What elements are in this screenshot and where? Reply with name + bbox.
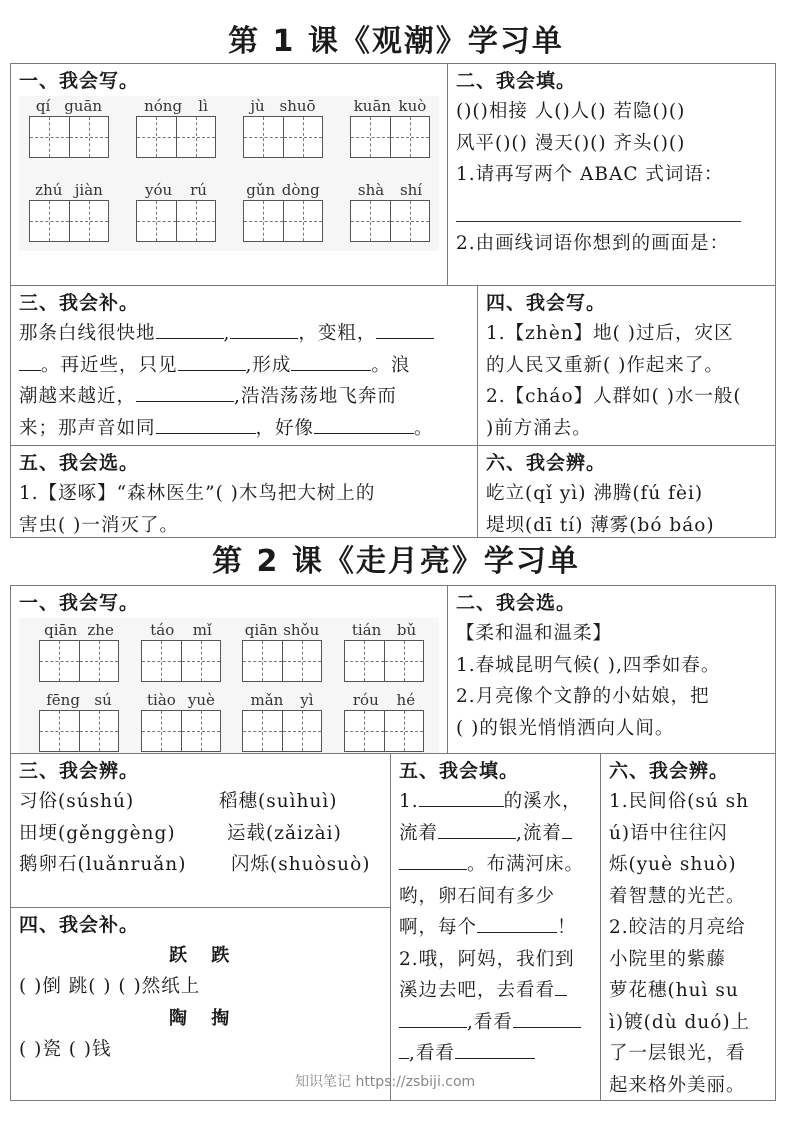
writing-box[interactable] <box>137 201 177 241</box>
pinyin: mǎn <box>250 691 284 709</box>
text: 潮越来越近， <box>19 386 137 407</box>
question-line: )前方涌去。 <box>486 417 592 439</box>
pinyin-word-box[interactable] <box>39 620 119 682</box>
pinyin: bǔ <box>396 621 417 639</box>
passage-line <box>399 786 592 818</box>
pinyin: jù <box>250 97 265 115</box>
pinyin: shuō <box>279 97 316 115</box>
l2-section-choose <box>447 585 776 754</box>
question-line: 1.春城昆明气候( ),四季如春。 <box>456 654 721 676</box>
lesson2-title: 第 2 课《走月亮》学习单 <box>212 544 580 579</box>
answer-blank[interactable] <box>513 1009 581 1028</box>
section-heading: 一、我会写。 <box>19 70 140 92</box>
answer-blank[interactable] <box>456 195 741 222</box>
text: 。浪 <box>371 354 411 376</box>
pinyin: shǒu <box>283 621 320 639</box>
pinyin: yóu <box>144 181 173 199</box>
pinyin: shí <box>399 181 423 199</box>
text: 。 <box>414 417 434 439</box>
text: 。再近些，只见 <box>41 354 178 376</box>
writing-box[interactable] <box>30 117 70 157</box>
section-heading: 五、我会选。 <box>19 452 140 474</box>
passage-line <box>399 849 592 881</box>
pinyin-word-box[interactable] <box>29 96 109 158</box>
pinyin: tiào <box>147 691 176 709</box>
question-line: 1.【zhèn】地( )过后，灾区 <box>486 323 734 344</box>
pinyin-choice-line: 屹立(qǐ yì) 沸腾(fú fèi) <box>486 483 704 504</box>
text: ,看看 <box>409 1043 455 1064</box>
passage-line: 起来格外美丽。 <box>609 1074 746 1096</box>
answer-blank[interactable] <box>399 1009 467 1028</box>
pinyin-choice-row <box>19 786 382 818</box>
pinyin-choice: 习俗(súshú) <box>19 791 135 812</box>
answer-blank[interactable] <box>438 820 516 839</box>
passage-line: 2.皎洁的月亮给 <box>609 917 746 938</box>
text: ,浩浩荡荡地飞奔而 <box>234 386 397 407</box>
writing-box[interactable] <box>345 641 385 681</box>
passage-line <box>19 381 469 413</box>
text: 。布满河床。 <box>467 854 585 875</box>
pinyin-choice-row <box>19 818 382 850</box>
writing-box[interactable] <box>142 711 182 751</box>
writing-box[interactable] <box>244 201 284 241</box>
char-pair: 跃 跌 <box>169 945 230 966</box>
pinyin-word-box[interactable] <box>29 180 109 242</box>
word-options: 【柔和温和温柔】 <box>456 623 613 644</box>
l1-section-distinguish <box>477 445 776 538</box>
writing-box[interactable] <box>283 641 322 681</box>
answer-blank[interactable] <box>555 977 567 996</box>
answer-blank[interactable] <box>562 820 572 839</box>
passage-line <box>399 975 592 1007</box>
pinyin-word-box[interactable] <box>242 620 322 682</box>
pinyin: nóng <box>144 97 183 115</box>
passage-line: 1.民间俗(sú sh <box>609 791 750 812</box>
answer-blank[interactable] <box>156 415 256 434</box>
pinyin-word-box[interactable] <box>344 620 424 682</box>
text: ，好像 <box>255 417 315 439</box>
writing-box[interactable] <box>385 641 424 681</box>
passage-line: 2.哦，阿妈，我们到 <box>399 948 575 970</box>
pinyin: jiàn <box>74 181 103 199</box>
answer-blank[interactable] <box>376 320 434 339</box>
l1-section-write-2 <box>477 285 776 446</box>
text: ！ <box>557 917 577 938</box>
pinyin: guān <box>64 97 103 115</box>
l1-section-complete <box>10 285 478 446</box>
pinyin: gǔn <box>246 181 276 199</box>
text: 来；那声音如同 <box>19 417 156 439</box>
pinyin-word-box[interactable] <box>350 96 430 158</box>
pinyin: lì <box>198 97 208 115</box>
passage-line: ú)语中往往闪 <box>609 822 728 844</box>
l1-section-fill <box>447 63 776 286</box>
section-heading: 二、我会填。 <box>456 70 577 92</box>
pinyin: zhe <box>87 621 114 639</box>
pinyin-word-box[interactable] <box>136 96 216 158</box>
pinyin-choice: 闪烁(shuòsuò) <box>231 854 371 875</box>
writing-box[interactable] <box>391 117 430 157</box>
passage-line <box>19 350 469 382</box>
pinyin: dòng <box>281 181 320 199</box>
pinyin-word-box[interactable] <box>141 690 221 752</box>
passage-line: 了一层银光，看 <box>609 1043 746 1064</box>
section-heading: 六、我会辨。 <box>609 760 730 782</box>
text: ,看看 <box>467 1011 513 1033</box>
section-heading: 一、我会写。 <box>19 592 140 614</box>
pinyin-grid <box>19 618 439 753</box>
writing-box[interactable] <box>345 711 385 751</box>
writing-box[interactable] <box>177 117 216 157</box>
writing-box[interactable] <box>243 711 283 751</box>
text: 的溪水， <box>503 791 582 812</box>
watermark: 知识笔记 https://zsbiji.com <box>295 1074 476 1090</box>
answer-blank[interactable] <box>314 415 414 434</box>
question-line: 的人民又重新( )作起来了。 <box>486 354 724 376</box>
question-line: 1.【逐啄】“森林医生”( )木鸟把大树上的 <box>19 483 376 504</box>
text: 流着 <box>399 822 439 844</box>
text: 啊，每个 <box>399 917 478 938</box>
writing-box[interactable] <box>351 201 391 241</box>
section-heading: 六、我会辨。 <box>486 452 607 474</box>
question: 1.请再写两个 ABAC 式词语： <box>456 164 724 185</box>
pinyin-word-box[interactable] <box>136 180 216 242</box>
pinyin: táo <box>150 621 175 639</box>
pinyin: mǐ <box>192 621 212 639</box>
question: 2.由画线词语你想到的画面是： <box>456 232 730 254</box>
passage-line: 哟，卵石间有多少 <box>399 885 556 907</box>
writing-box[interactable] <box>30 201 70 241</box>
answer-blank[interactable] <box>178 352 246 371</box>
char-pair: 陶 掏 <box>169 1007 230 1029</box>
pinyin: rú <box>190 181 207 199</box>
section-heading: 四、我会补。 <box>19 914 140 936</box>
answer-blank[interactable] <box>419 788 504 807</box>
pinyin: róu <box>352 691 379 709</box>
answer-blank[interactable] <box>399 851 467 870</box>
writing-box[interactable] <box>40 711 80 751</box>
section-heading: 四、我会写。 <box>486 292 607 314</box>
writing-box[interactable] <box>243 641 283 681</box>
answer-blank[interactable] <box>456 259 754 286</box>
l1-section-choose <box>10 445 478 538</box>
idiom-line: 风平()() 漫天()() 齐头()() <box>456 132 686 154</box>
writing-box[interactable] <box>80 711 119 751</box>
passage-line: 萝花穗(huì su <box>609 980 739 1001</box>
passage-line <box>399 818 592 850</box>
section-heading: 三、我会补。 <box>19 292 140 314</box>
passage-line: 那条白线很快地 , ，变粗， <box>19 318 469 350</box>
answer-blank[interactable] <box>136 383 234 402</box>
question-line: 2.月亮像个文静的小姑娘，把 <box>456 686 710 707</box>
passage-line: 着智慧的光芒。 <box>609 885 746 907</box>
text: ,形成 <box>245 354 292 376</box>
pinyin: zhú <box>35 181 63 199</box>
pinyin: kuò <box>398 97 427 115</box>
pinyin-word-box[interactable] <box>141 620 221 682</box>
l1-section-write <box>10 63 448 286</box>
pinyin: tián <box>351 621 382 639</box>
question-line: ( )倒 跳( ) ( )然纸上 <box>19 976 201 997</box>
pinyin-choice: 稻穗(suìhuì) <box>219 791 338 812</box>
pinyin-word-box[interactable] <box>243 96 323 158</box>
writing-box[interactable] <box>80 641 119 681</box>
passage-line <box>399 912 592 944</box>
writing-box[interactable] <box>182 711 221 751</box>
writing-box[interactable] <box>40 641 80 681</box>
question-line: 2.【cháo】人群如( )水一般( <box>486 386 742 407</box>
section-heading: 三、我会辨。 <box>19 760 140 782</box>
writing-box[interactable] <box>351 117 391 157</box>
passage-line: ì)镀(dù duó)上 <box>609 1011 751 1033</box>
pinyin-choice-row <box>19 849 382 881</box>
answer-blank[interactable] <box>455 1040 535 1059</box>
l2-section-write <box>10 585 448 754</box>
idiom-line: ()()相接 人()人() 若隐()() <box>456 101 686 122</box>
writing-box[interactable] <box>177 201 216 241</box>
pinyin-choice: 运载(zǎizài) <box>227 822 342 844</box>
question-line: ( )瓷 ( )钱 <box>19 1038 112 1060</box>
section-heading: 五、我会填。 <box>399 760 520 782</box>
pinyin: qí <box>35 97 51 115</box>
writing-box[interactable] <box>70 117 109 157</box>
lesson1-title: 第 1 课《观潮》学习单 <box>228 24 564 59</box>
pinyin-word-box[interactable] <box>344 690 424 752</box>
pinyin: shà <box>357 181 385 199</box>
answer-blank[interactable] <box>477 914 557 933</box>
writing-box[interactable] <box>284 201 323 241</box>
writing-box[interactable] <box>244 117 284 157</box>
pinyin: yì <box>300 691 314 709</box>
writing-box[interactable] <box>70 201 109 241</box>
l2-section-fill <box>390 753 601 1101</box>
pinyin: sú <box>94 691 112 709</box>
writing-box[interactable] <box>283 711 322 751</box>
answer-blank[interactable] <box>230 320 298 339</box>
writing-box[interactable] <box>391 201 430 241</box>
section-heading: 二、我会选。 <box>456 592 577 614</box>
pinyin-choice-line: 堤坝(dī tí) 薄雾(bó báo) <box>486 514 715 536</box>
writing-box[interactable] <box>182 641 221 681</box>
pinyin-word-box[interactable] <box>243 180 323 242</box>
writing-box[interactable] <box>142 641 182 681</box>
pinyin: kuān <box>353 97 392 115</box>
passage-line: 小院里的紫藤 <box>609 948 727 970</box>
pinyin: qiān <box>44 621 78 639</box>
answer-blank[interactable] <box>19 352 41 371</box>
pinyin-word-box[interactable] <box>242 690 322 752</box>
pinyin-word-box[interactable] <box>350 180 430 242</box>
pinyin-choice: 鹅卵石(luǎnruǎn) <box>19 854 187 875</box>
question-line: 害虫( )一消灭了。 <box>19 514 179 536</box>
answer-blank[interactable] <box>399 1040 409 1059</box>
text: 溪边去吧，去看看 <box>399 980 556 1001</box>
writing-box[interactable] <box>385 711 424 751</box>
answer-blank[interactable] <box>156 320 224 339</box>
text: 1. <box>399 791 419 812</box>
writing-box[interactable] <box>284 117 323 157</box>
passage-line <box>19 413 469 445</box>
pinyin: hé <box>396 691 416 709</box>
passage-line: 烁(yuè shuò) <box>609 854 737 875</box>
pinyin: yuè <box>187 691 215 709</box>
pinyin-grid <box>19 96 439 251</box>
text: 那条白线很快地 <box>19 323 156 344</box>
passage-line <box>399 1038 592 1070</box>
pinyin-word-box[interactable] <box>39 690 119 752</box>
l2-section-distinguish <box>10 753 391 908</box>
pinyin: fēng <box>46 691 80 709</box>
answer-blank[interactable] <box>291 352 371 371</box>
text: ,流着 <box>516 822 562 844</box>
pinyin: qiān <box>244 621 278 639</box>
l2-section-distinguish-2 <box>600 753 776 1101</box>
writing-box[interactable] <box>137 117 177 157</box>
passage-line <box>399 1007 592 1039</box>
pinyin-choice: 田埂(gěnggèng) <box>19 822 176 844</box>
question-line: ( )的银光悄悄洒向人间。 <box>456 717 675 739</box>
text: ，变粗， <box>298 323 377 344</box>
